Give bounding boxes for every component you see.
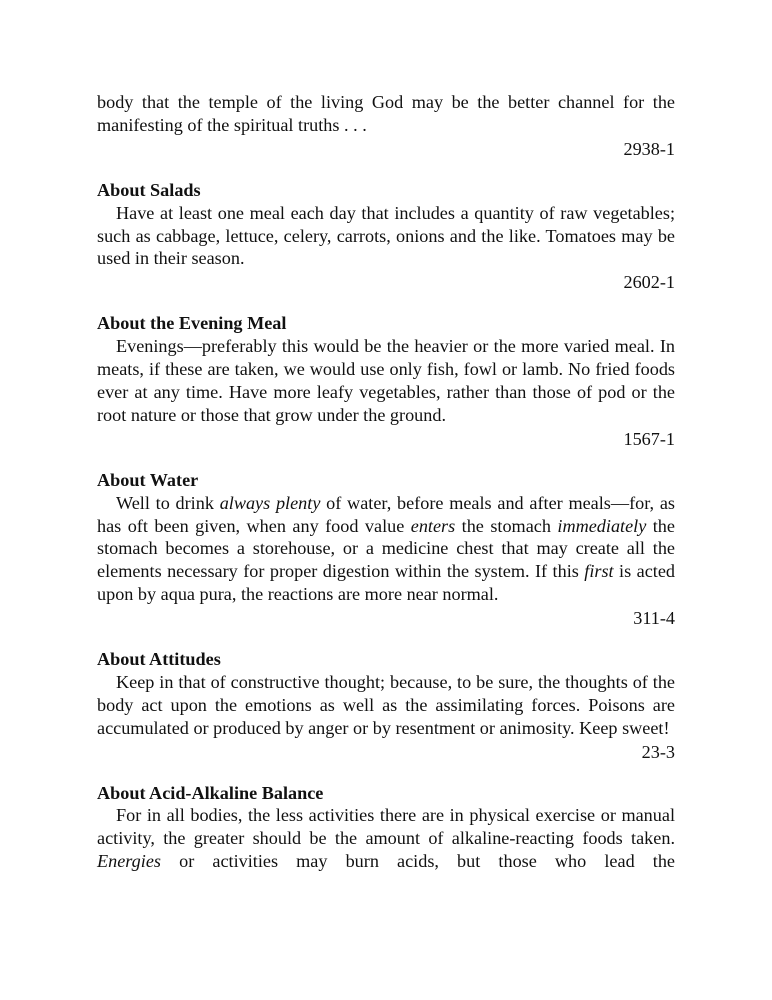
sections-container bbox=[97, 179, 675, 873]
text-run: of water, before meals and after meals—for, as has oft been given, when any food value bbox=[97, 492, 675, 536]
text-run: Well to drink bbox=[116, 492, 220, 513]
section bbox=[97, 782, 675, 874]
intro-paragraph: body that the temple of the living God may be the better channel for the manifesting of the spiritual truths . . . bbox=[97, 92, 675, 135]
text-run: Evenings—preferably this would be the heavier or the more varied meal. In meats, if these are taken, we would use only fish, fowl or lamb. No fried foods ever at any time. Have more leafy vegetables, rather than those of pod or the root nature or those that grow under the ground. bbox=[97, 336, 675, 425]
emphasized-text: enters bbox=[410, 515, 456, 536]
reading-reference: 311-4 bbox=[633, 608, 675, 629]
section-heading: About Salads bbox=[97, 179, 201, 200]
reading-reference: 1567-1 bbox=[623, 428, 675, 449]
section-heading: About the Evening Meal bbox=[97, 313, 287, 334]
reading-reference: 23-3 bbox=[641, 741, 675, 762]
text-run: is acted upon by aqua pura, the reactions are more near normal. bbox=[97, 561, 675, 605]
text-run: Have at least one meal each day that includes a quantity of raw vegetables; such as cabbage, lettuce, celery, carrots, onions and the like. Tomatoes may be used in their season. bbox=[97, 202, 675, 269]
section bbox=[97, 469, 675, 630]
section bbox=[97, 312, 675, 450]
section-heading: About Water bbox=[97, 469, 199, 490]
emphasized-text: always plenty bbox=[219, 492, 321, 513]
section-paragraph bbox=[97, 202, 675, 271]
section bbox=[97, 648, 675, 764]
text-run: the stomach bbox=[455, 515, 558, 536]
reading-reference: 2602-1 bbox=[623, 272, 675, 293]
text-run: the stomach becomes a storehouse, or a medicine chest that may create all the elements necessary for proper digestion within the system. If this bbox=[97, 515, 675, 582]
reading-reference: 2938-1 bbox=[623, 138, 675, 159]
text-run: Keep in that of constructive thought; because, to be sure, the thoughts of the body act upon the emotions as well as the assimilating forces. Poisons are accumulated or produced by anger or by resentment or animosity. Keep sweet! bbox=[97, 671, 675, 738]
section-paragraph bbox=[97, 335, 675, 427]
text-run: or activities may burn acids, but those who lead the bbox=[160, 851, 675, 872]
document-page bbox=[97, 91, 675, 873]
text-run: For in all bodies, the less activities there are in physical exercise or manual activity, the greater should be the amount of alkaline-reacting foods taken. bbox=[97, 805, 675, 849]
section-paragraph bbox=[97, 804, 675, 873]
section-heading: About Acid-Alkaline Balance bbox=[97, 782, 324, 803]
section-paragraph bbox=[97, 671, 675, 740]
section-heading: About Attitudes bbox=[97, 649, 221, 670]
section bbox=[97, 179, 675, 295]
emphasized-text: first bbox=[584, 561, 614, 582]
emphasized-text: Energies bbox=[97, 851, 161, 872]
emphasized-text: immediately bbox=[557, 515, 647, 536]
section-paragraph bbox=[97, 492, 675, 607]
